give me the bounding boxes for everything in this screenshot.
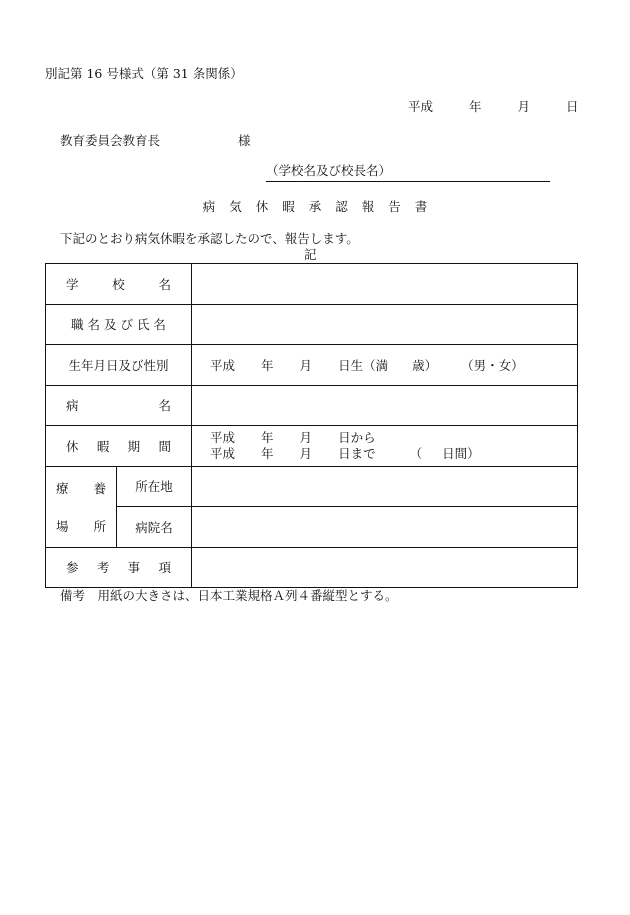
report-table <box>45 263 578 588</box>
birth-year: 年 <box>261 357 274 373</box>
location-label: 所在地 <box>117 466 192 507</box>
birth-sex-label: 生年月日及び性別 <box>46 345 192 386</box>
title-char: 承 <box>308 199 322 214</box>
title-char: 認 <box>335 199 348 214</box>
notes-field[interactable] <box>192 547 578 588</box>
intro-text: 下記のとおり病気休暇を承認したので、報告します。 <box>60 231 359 246</box>
label-char: 養 <box>93 480 106 496</box>
title-char: 告 <box>388 199 401 214</box>
title-char: 書 <box>414 199 428 214</box>
leave-period-field[interactable] <box>192 426 578 467</box>
birth-month: 月 <box>299 357 313 373</box>
school-signature-label: （学校名及び校長名） <box>266 163 392 178</box>
date-line <box>408 101 578 114</box>
label-char: 参 <box>66 560 79 576</box>
location-field[interactable] <box>192 466 578 507</box>
label-char: 暇 <box>96 438 110 454</box>
label-char: 名 <box>158 276 172 292</box>
birth-sex: （男・女） <box>461 357 524 373</box>
label-char: 項 <box>158 560 171 576</box>
label-char: 期 <box>127 438 141 454</box>
form-number: 別記第 16 号様式（第 31 条関係） <box>45 66 243 81</box>
date-month: 月 <box>517 99 530 114</box>
label-char: 療 <box>56 480 69 496</box>
birth-sex-field[interactable] <box>192 345 578 386</box>
label-char: 学 <box>66 276 79 292</box>
illness-field[interactable] <box>192 385 578 426</box>
title-char: 病 <box>202 199 216 214</box>
label-char: 間 <box>158 438 171 454</box>
period-from: 平成 年 月 日から <box>210 429 376 445</box>
birth-era: 平成 <box>210 357 236 373</box>
hospital-field[interactable] <box>192 507 578 548</box>
notes-label <box>46 547 192 588</box>
illness-label <box>46 385 192 426</box>
row-care-location <box>46 466 578 507</box>
birth-age: 歳） <box>412 357 438 373</box>
honorific: 様 <box>238 133 251 148</box>
hospital-label: 病院名 <box>117 507 192 548</box>
school-name-label <box>46 264 192 305</box>
row-birth <box>46 345 578 386</box>
school-name-field[interactable] <box>192 264 578 305</box>
label-char: 場 <box>56 518 69 534</box>
label-char: 名 <box>158 398 172 414</box>
row-name <box>46 304 578 345</box>
ki-heading: 記 <box>304 247 317 262</box>
care-place-label <box>46 466 117 547</box>
school-signature-line <box>266 165 550 182</box>
birth-day: 日生（満 <box>338 357 389 373</box>
leave-period-label <box>46 426 192 467</box>
date-era: 平成 <box>408 99 434 114</box>
date-day: 日 <box>565 99 579 114</box>
addressee: 教育委員会教育長 <box>60 133 161 148</box>
row-care-hospital <box>46 507 578 548</box>
label-char: 事 <box>127 560 141 576</box>
position-name-label: 職 名 及 び 氏 名 <box>46 304 192 345</box>
title-char: 休 <box>255 199 269 214</box>
title-char: 気 <box>229 199 242 214</box>
row-period <box>46 426 578 467</box>
date-year: 年 <box>468 99 482 114</box>
label-char: 校 <box>112 276 125 292</box>
row-notes <box>46 547 578 588</box>
label-char: 所 <box>93 518 106 534</box>
title-char: 報 <box>361 199 375 214</box>
remark-text: 備考 用紙の大きさは、日本工業規格Ａ列４番縦型とする。 <box>60 588 398 603</box>
document-title <box>0 201 630 214</box>
label-char: 病 <box>66 398 79 414</box>
position-name-field[interactable] <box>192 304 578 345</box>
row-illness <box>46 385 578 426</box>
label-char: 休 <box>66 438 79 454</box>
row-school <box>46 264 578 305</box>
period-to: 平成 年 月 日まで （ 日間） <box>210 445 480 461</box>
label-char: 考 <box>96 560 110 576</box>
title-char: 暇 <box>282 199 295 214</box>
